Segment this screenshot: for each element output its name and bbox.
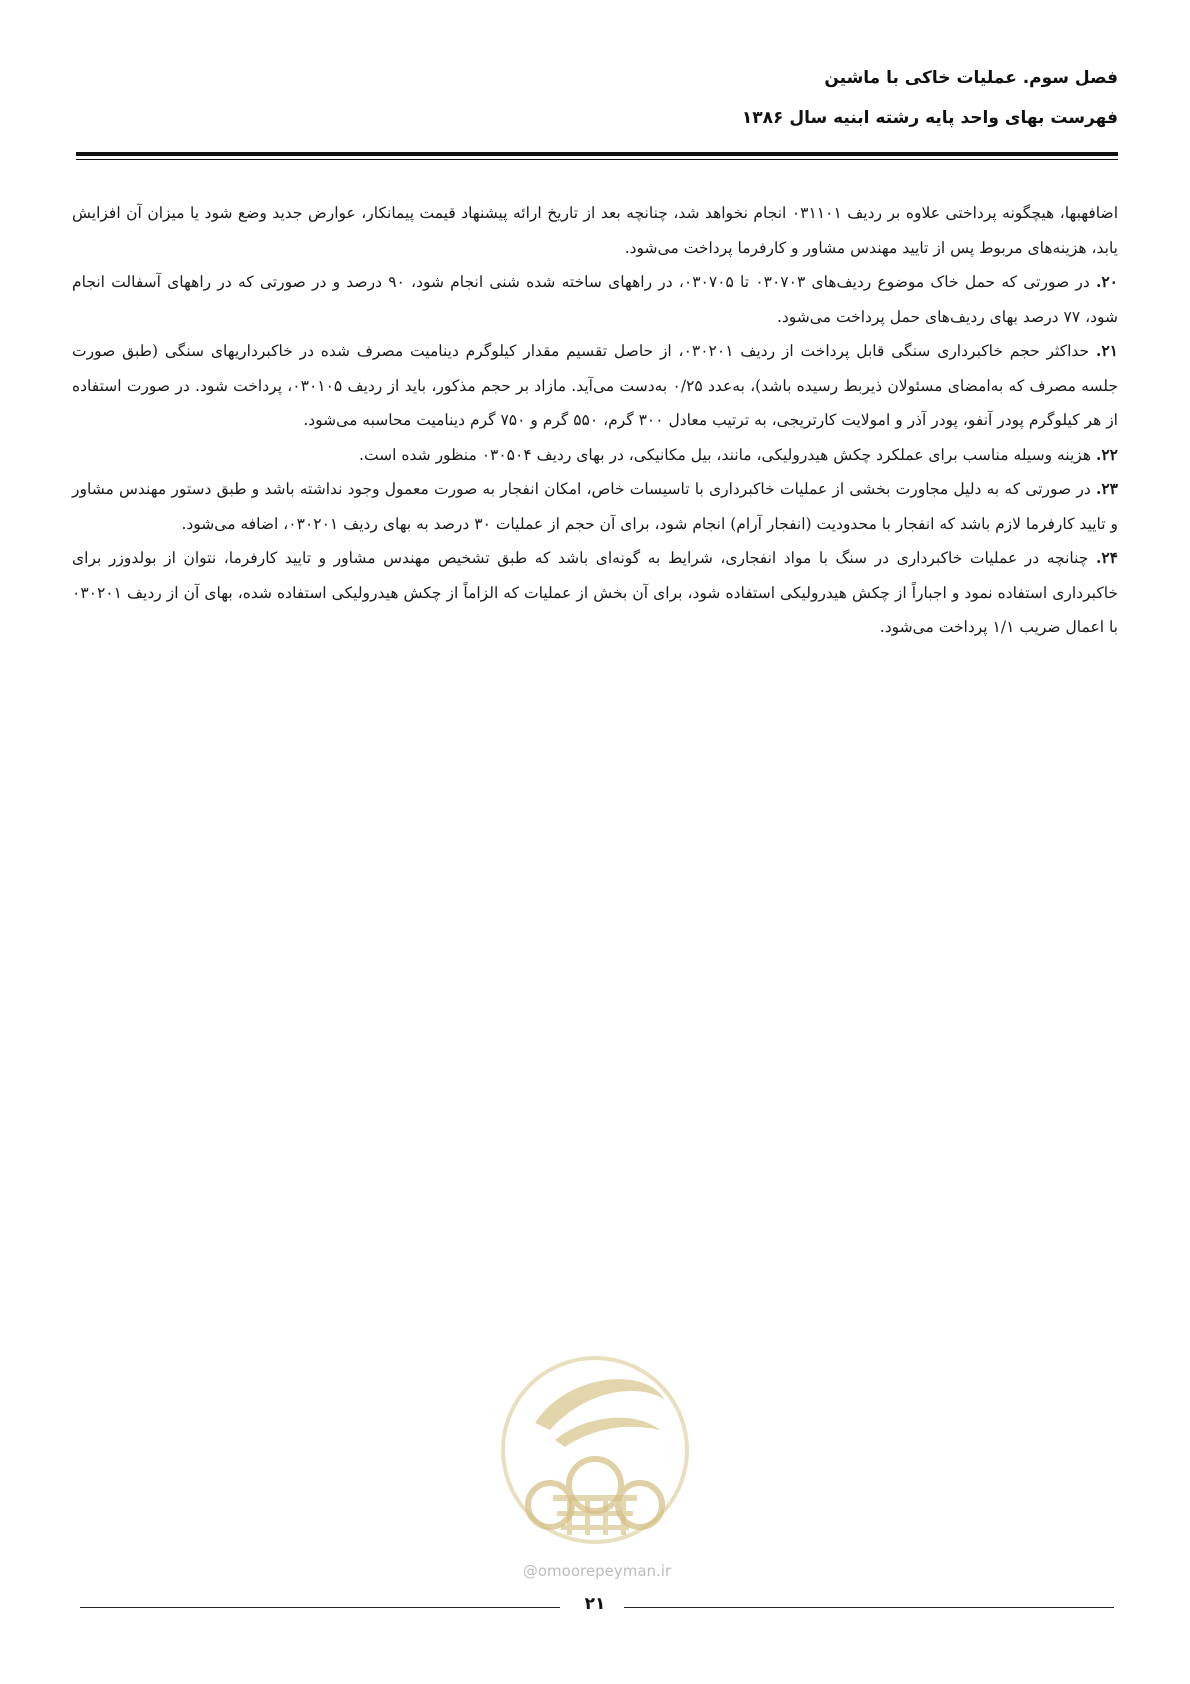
paragraph-text: چنانچه در عملیات خاکبرداری در سنگ با مواد انفجاری، شرایط به گونه‌ای باشد که طبق تشخیص مهندس مشاور و تایید کارفرما، نتوان از بولدوزر برای خاکبرداری استفاده نمود و اجباراً از چکش هیدرولیکی استفاده شود، برای آن بخش از عملیات که الزاماً از چکش هیدرولیکی استفاده شده، بهای آن از ردیف ۰۳۰۲۰۱ با اعمال ضریب ۱/۱ پرداخت می‌شود. (72, 549, 1118, 636)
paragraph-text: در صورتی که حمل خاک موضوع ردیف‌های ۰۳۰۷۰۳ تا ۰۳۰۷۰۵، در راههای ساخته شده شنی انجام شود، ۹۰ درصد و در صورتی که در راههای آسفالت انجام شود، ۷۷ درصد بهای ردیف‌های حمل پرداخت می‌شود. (72, 273, 1118, 326)
paragraph-20 (72, 265, 1118, 334)
logo-emblem-icon (495, 1345, 695, 1565)
footer-rule-left (80, 1607, 560, 1608)
page-number: ۲۱ (584, 1594, 606, 1614)
paragraph-22 (72, 438, 1118, 473)
paragraph-number: ۲۴. (1095, 548, 1118, 567)
paragraph-number: ۲۰. (1095, 272, 1119, 291)
paragraph-number: ۲۲. (1095, 444, 1118, 464)
body-text (72, 196, 1118, 645)
watermark-logo (495, 1345, 695, 1565)
paragraph-number: ۲۱. (1095, 341, 1118, 360)
watermark-caption: @omoorepeyman.ir (522, 1562, 672, 1580)
paragraph-text: اضافهبها، هیچگونه پرداختی علاوه بر ردیف ۰۳۱۱۰۱ انجام نخواهد شد، چنانچه بعد از تاریخ ارائه پیشنهاد قیمت پیمانکار، عوارض جدید وضع شود یا میزان آن افزایش یابد، هزینه‌های مربوط پس از تایید مهندس مشاور و کارفرما پرداخت می‌شود. (72, 204, 1118, 257)
header-rule-thick (76, 152, 1118, 156)
chapter-title: فصل سوم. عملیات خاکی با ماشین (824, 68, 1118, 88)
document-title: فهرست بهای واحد پایه رشته ابنیه سال ۱۳۸۶ (741, 108, 1118, 128)
page-header (72, 58, 1118, 138)
paragraph-21 (72, 334, 1118, 438)
paragraph-number: ۲۳. (1095, 479, 1118, 498)
paragraph-24 (72, 541, 1118, 645)
header-rule-thin (76, 159, 1118, 160)
paragraph-23 (72, 472, 1118, 541)
paragraph-text: هزینه وسیله مناسب برای عملکرد چکش هیدرولیکی، مانند، بیل مکانیکی، در بهای ردیف ۰۳۰۵۰۴ منظور شده است. (359, 445, 1096, 464)
paragraph-text: در صورتی که به دلیل مجاورت بخشی از عملیات خاکبرداری با تاسیسات خاص، امکان انفجار به صورت معمول وجود نداشته باشد و طبق دستور مهندس مشاور و تایید کارفرما لازم باشد که انفجار با محدودیت (انفجار آرام) انجام شود، برای آن حجم از عملیات ۳۰ درصد به بهای ردیف ۰۳۰۲۰۱، اضافه می‌شود. (72, 480, 1118, 533)
footer-rule-right (624, 1607, 1114, 1608)
paragraph-text: حداکثر حجم خاکبرداری سنگی قابل پرداخت از ردیف ۰۳۰۲۰۱، از حاصل تقسیم مقدار کیلوگرم دینامیت مصرف شده در خاکبرداریهای سنگی (طبق صورت جلسه مصرف که به‌امضای مسئولان ذیربط رسیده باشد)، به‌عدد ۰/۲۵ به‌دست می‌آید. مازاد بر حجم مذکور، باید از ردیف ۰۳۰۱۰۵، پرداخت شود. در صورت استفاده از هر کیلوگرم پودر آنفو، پودر آذر و امولایت کارتریجی، به ترتیب معادل ۳۰۰ گرم، ۵۵۰ گرم و ۷۵۰ گرم دینامیت محاسبه می‌شود. (72, 342, 1119, 429)
paragraph-continuation (72, 196, 1118, 265)
